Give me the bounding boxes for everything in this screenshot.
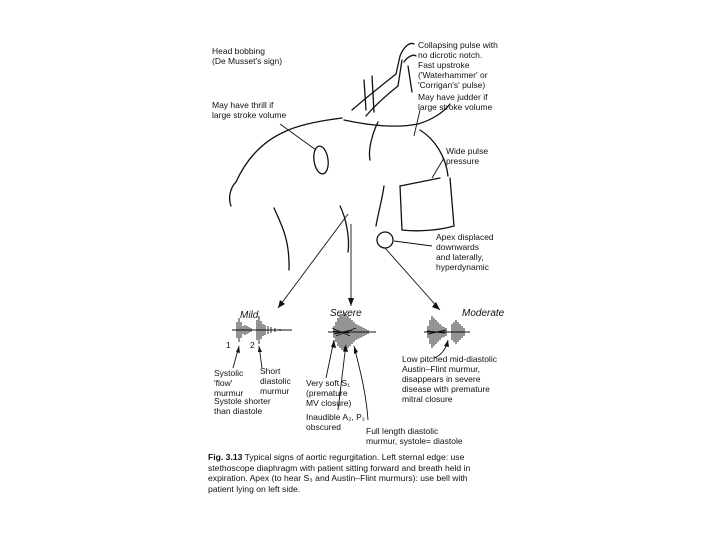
caption-text: Typical signs of aortic regurgitation. Left sternal edge: use stethoscope diaphragm with patient sitting forward and breath held in expiration. Apex (to hear S₃ and Austin–Flint murmurs): use bell with patient lying on left side. <box>208 452 471 494</box>
thrill-label: May have thrill if large stroke volume <box>212 100 287 120</box>
apex-marker <box>377 232 393 248</box>
systolic-flow-label: Systolic 'flow' murmur <box>214 368 244 398</box>
inaudible-label: Inaudible A₂, P₂ obscured <box>306 412 366 432</box>
leader-lines <box>280 110 444 246</box>
head-bobbing-label: Head bobbing (De Musset's sign) <box>212 46 283 66</box>
murmur-arrows <box>278 214 440 310</box>
apex-label: Apex displaced downwards and laterally, hyperdynamic <box>436 232 494 272</box>
systole-shorter-label: Systole shorter than diastole <box>214 396 271 416</box>
moderate-label: Moderate <box>462 308 505 319</box>
short-diastolic-label: Short diastolic murmur <box>260 366 291 396</box>
figure-caption <box>208 452 508 494</box>
s2-label: 2 <box>250 340 255 350</box>
collapsing-pulse-label: Collapsing pulse with no dicrotic notch. Fast upstroke ('Waterhammer' or 'Corrigan's' pulse) <box>418 40 498 90</box>
mild-label: Mild <box>240 310 259 321</box>
austin-flint-label: Low pitched mid-diastolic Austin–Flint murmur, disappears in severe disease with premature mitral closure <box>402 354 497 404</box>
wide-pulse-label: Wide pulse pressure <box>446 146 489 166</box>
full-length-label: Full length diastolic murmur, systole= diastole <box>366 426 463 446</box>
s1-label: 1 <box>226 340 231 350</box>
very-soft-s1-label: Very soft S₁ (premature MV closure) <box>306 378 352 408</box>
judder-label: May have judder if large stroke volume <box>418 92 493 112</box>
severe-label: Severe <box>330 308 362 319</box>
figure-number: Fig. 3.13 <box>208 452 243 462</box>
